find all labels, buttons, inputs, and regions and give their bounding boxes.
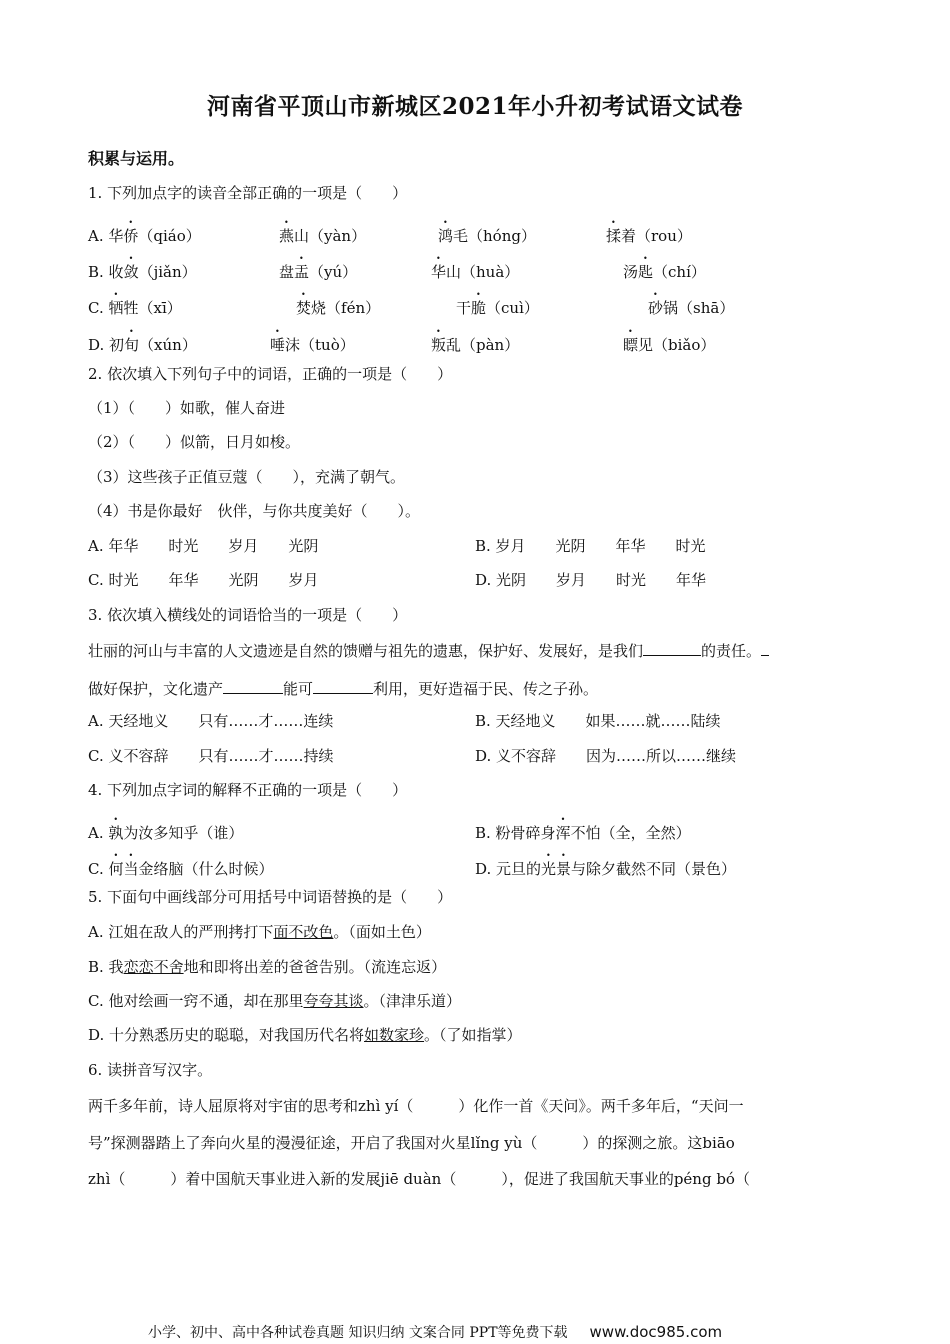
q1-c-1: C. 牺牲（xī） <box>88 299 182 317</box>
q1-a-3: 鸿毛（hóng） <box>438 227 536 245</box>
q1-a-4: 揉着（rou） <box>606 227 692 245</box>
q2-stem: 2. 依次填入下列句子中的词语，正确的一项是（ ） <box>88 365 453 383</box>
q2-option-d: D. 光阴 岁月 时光 年华 <box>475 571 707 589</box>
q1-d-1: D. 初旬（xún） <box>88 336 197 354</box>
q3-option-b: B. 天经地义 如果……就……陆续 <box>475 712 721 730</box>
q6-stem: 6. 读拼音写汉字。 <box>88 1061 213 1079</box>
q5-option-d: D. 十分熟悉历史的聪聪，对我国历代名将如数家珍。（了如指掌） <box>88 1026 522 1044</box>
q4-option-a: A. 孰为汝多知乎（谁） <box>88 824 244 842</box>
q1-b-2: 盘盂（yú） <box>279 263 358 281</box>
q2-option-c: C. 时光 年华 光阴 岁月 <box>88 571 319 589</box>
q4-option-c: C. 何当金络脑（什么时候） <box>88 860 274 878</box>
q6-text-line-2: 号”探测器踏上了奔向火星的漫漫征途，开启了我国对火星lǐng yù（ ）的探测之旅。这biāo <box>88 1134 735 1152</box>
q1-d-2: 唾沫（tuò） <box>270 336 355 354</box>
section-heading: 积累与运用。 <box>88 149 185 168</box>
page-footer <box>148 1322 722 1342</box>
q2-sentence-3: （3）这些孩子正值豆蔻（ ），充满了朝气。 <box>88 468 406 486</box>
q1-d-3: 叛乱（pàn） <box>431 336 520 354</box>
q1-stem: 1. 下列加点字的读音全部正确的一项是（ ） <box>88 184 408 202</box>
q3-passage-line-1: 壮丽的河山与丰富的人文遗迹是自然的馈赠与祖先的遗惠，保护好、发展好，是我们 的责任。 <box>88 640 769 661</box>
q2-option-a: A. 年华 时光 岁月 光阴 <box>88 537 319 555</box>
q4-stem: 4. 下列加点字词的解释不正确的一项是（ ） <box>88 781 408 799</box>
q5-option-b: B. 我恋恋不舍地和即将出差的爸爸告别。（流连忘返） <box>88 958 447 976</box>
q3-option-c: C. 义不容辞 只有……才……持续 <box>88 747 334 765</box>
q1-b-3: 华山（huà） <box>431 263 520 281</box>
q3-option-d: D. 义不容辞 因为……所以……继续 <box>475 747 737 765</box>
footer-url[interactable]: www.doc985.com <box>589 1323 723 1341</box>
q6-text-line-1: 两千多年前，诗人屈原将对宇宙的思考和zhì yí（ ）化作一首《天问》。两千多年后，“天问一 <box>88 1097 744 1115</box>
q5-option-c: C. 他对绘画一窍不通，却在那里夸夸其谈。（津津乐道） <box>88 992 462 1010</box>
q4-option-d: D. 元旦的光景与除夕截然不同（景色） <box>475 860 737 878</box>
q2-sentence-4: （4）书是你最好 伙伴，与你共度美好（ ）。 <box>88 502 421 520</box>
q1-c-4: 砂锅（shā） <box>648 299 735 317</box>
exam-title: 河南省平顶山市新城区2021年小升初考试语文试卷 <box>206 93 743 120</box>
q1-c-2: 焚烧（fén） <box>296 299 381 317</box>
q4-option-b: B. 粉骨碎身浑不怕（全，全然） <box>475 824 691 842</box>
q1-a-1: A. 华侨（qiáo） <box>88 227 201 245</box>
q2-option-b: B. 岁月 光阴 年华 时光 <box>475 537 706 555</box>
q6-text-line-3: zhì（ ）着中国航天事业进入新的发展jiē duàn（ ），促进了我国航天事业的péng bó（ <box>88 1170 750 1188</box>
q1-b-1: B. 收敛（jiǎn） <box>88 263 197 281</box>
q2-sentence-2: （2）（ ）似箭，日月如梭。 <box>88 433 301 451</box>
q3-stem: 3. 依次填入横线处的词语恰当的一项是（ ） <box>88 606 408 624</box>
q5-option-a: A. 江姐在敌人的严刑拷打下面不改色。（面如土色） <box>88 923 431 941</box>
q1-d-4: 瞟见（biǎo） <box>623 336 716 354</box>
footer-text: 小学、初中、高中各种试卷真题 知识归纳 文案合同 PPT等免费下载 <box>148 1325 568 1341</box>
q1-c-3: 干脆（cuì） <box>456 299 539 317</box>
q2-sentence-1: （1）（ ）如歌，催人奋进 <box>88 399 286 417</box>
q1-b-4: 汤匙（chí） <box>623 263 706 281</box>
q3-passage-line-2: 做好保护，文化遗产 能可 利用，更好造福于民、传之子孙。 <box>88 680 599 698</box>
q3-option-a: A. 天经地义 只有……才……连续 <box>88 712 334 730</box>
q5-stem: 5. 下面句中画线部分可用括号中词语替换的是（ ） <box>88 888 453 906</box>
q1-a-2: 燕山（yàn） <box>279 227 367 245</box>
